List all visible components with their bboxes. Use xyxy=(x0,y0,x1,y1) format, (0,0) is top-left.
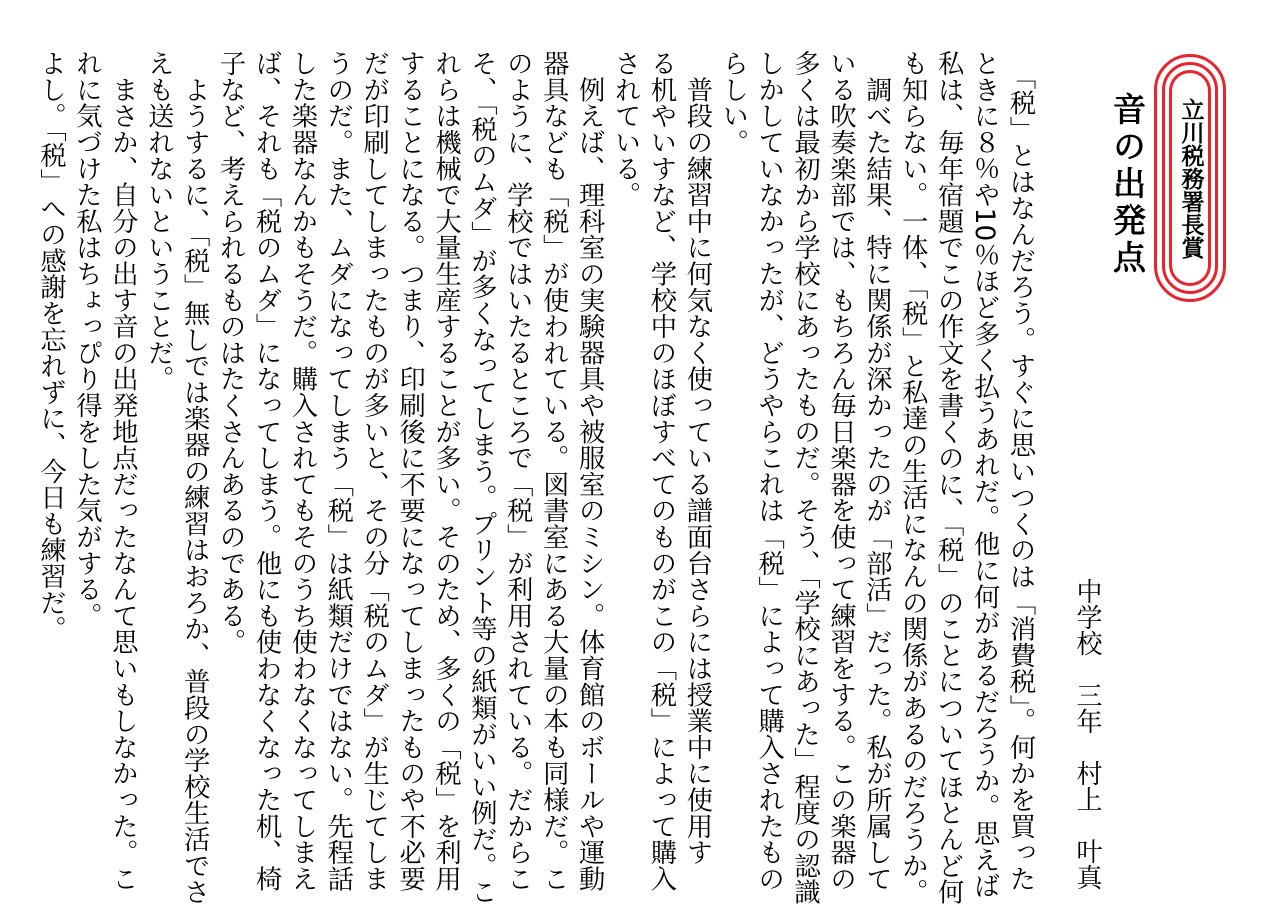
essay-line: 多くは最初から学校にあったものだ。そう、「学校にあった」程度の認識 xyxy=(789,50,820,905)
essay-line: も知らない。一体、「税」と私達の生活になんの関係があるのだろうか。 xyxy=(897,50,928,905)
essay-line: だが印刷してしまったものが多いと、その分「税のムダ」が生じてしま xyxy=(358,50,389,892)
award-badge xyxy=(1154,54,1226,302)
essay-line: うのだ。また、ムダになってしまう「税」は紙類だけではない。先程話 xyxy=(322,50,353,892)
award-label: 立川税務署長賞 xyxy=(1177,97,1204,259)
essay-line: らしい。 xyxy=(717,50,748,156)
author-line: 中学校 三年 村上 叶真 xyxy=(1072,578,1102,890)
essay-line: れに気づけた私はちょっぴり得をした気がする。 xyxy=(71,50,102,629)
essay-line: 「税」とはなんだろう。すぐに思いつくのは「消費税」。何かを買った xyxy=(1005,50,1035,892)
essay-line: 普段の練習中に何気なく使っている譜面台さらには授業中に使用す xyxy=(681,50,712,866)
essay-body xyxy=(32,50,1037,905)
essay-line: よし。「税」への感謝を忘れずに、今日も練習だ。 xyxy=(35,50,66,642)
award-badge-frame xyxy=(1169,70,1211,286)
essay-line: した楽器なんかもそうだ。購入されてもそのうち使わなくなってしまえ xyxy=(286,50,317,892)
essay-title: 音の出発点 xyxy=(1108,92,1147,277)
essay-line: ば、それも「税のムダ」になってしまう。他にも使わなくなった机、椅 xyxy=(250,50,281,892)
essay-line: れらは機械で大量生産することが多い。そのため、多くの「税」を利用 xyxy=(430,50,461,892)
essay-line: えも送れないということだ。 xyxy=(143,50,174,392)
essay-line: 調べた結果、特に関係が深かったのが「部活」だった。私が所属して xyxy=(861,50,892,892)
essay-line: まさか、自分の出す音の出発地点だったなんて思いもしなかった。こ xyxy=(107,50,138,892)
essay-line: 例えば、理科室の実験器具や被服室のミシン。体育館のボールや運動 xyxy=(574,50,605,892)
essay-line: ようするに、「税」無しでは楽器の練習はおろか、普段の学校生活でさ xyxy=(179,50,210,905)
essay-line: いる吹奏楽部では、もちろん毎日楽器を使って練習をする。この楽器の xyxy=(825,50,856,892)
essay-line: 私は、毎年宿題でこの作文を書くのに、「税」のことについてほとんど何 xyxy=(933,50,964,905)
essay-line: 器具なども「税」が使われている。図書室にある大量の本も同様だ。こ xyxy=(538,50,569,892)
essay-line: る机やいすなど、学校中のほぼすべてのものがこの「税」によって購入 xyxy=(645,50,676,892)
essay-line: ときに８％や10％ほど多く払うあれだ。他に何があるだろうか。思えば xyxy=(969,50,1000,899)
essay-line: することになる。つまり、印刷後に不要になってしまったものや不必要 xyxy=(394,50,425,892)
essay-line: 子など、考えられるものはたくさんあるのである。 xyxy=(215,50,246,655)
essay-line: しかしていなかったが、どうやらこれは「税」によって購入されたもの xyxy=(753,50,784,892)
essay-line: のように、学校ではいたるところで「税」が利用されている。だからこ xyxy=(502,50,533,892)
essay-line: されている。 xyxy=(610,50,641,208)
essay-line: そ、「税のムダ」が多くなってしまう。プリント等の紙類がいい例だ。こ xyxy=(466,50,497,905)
